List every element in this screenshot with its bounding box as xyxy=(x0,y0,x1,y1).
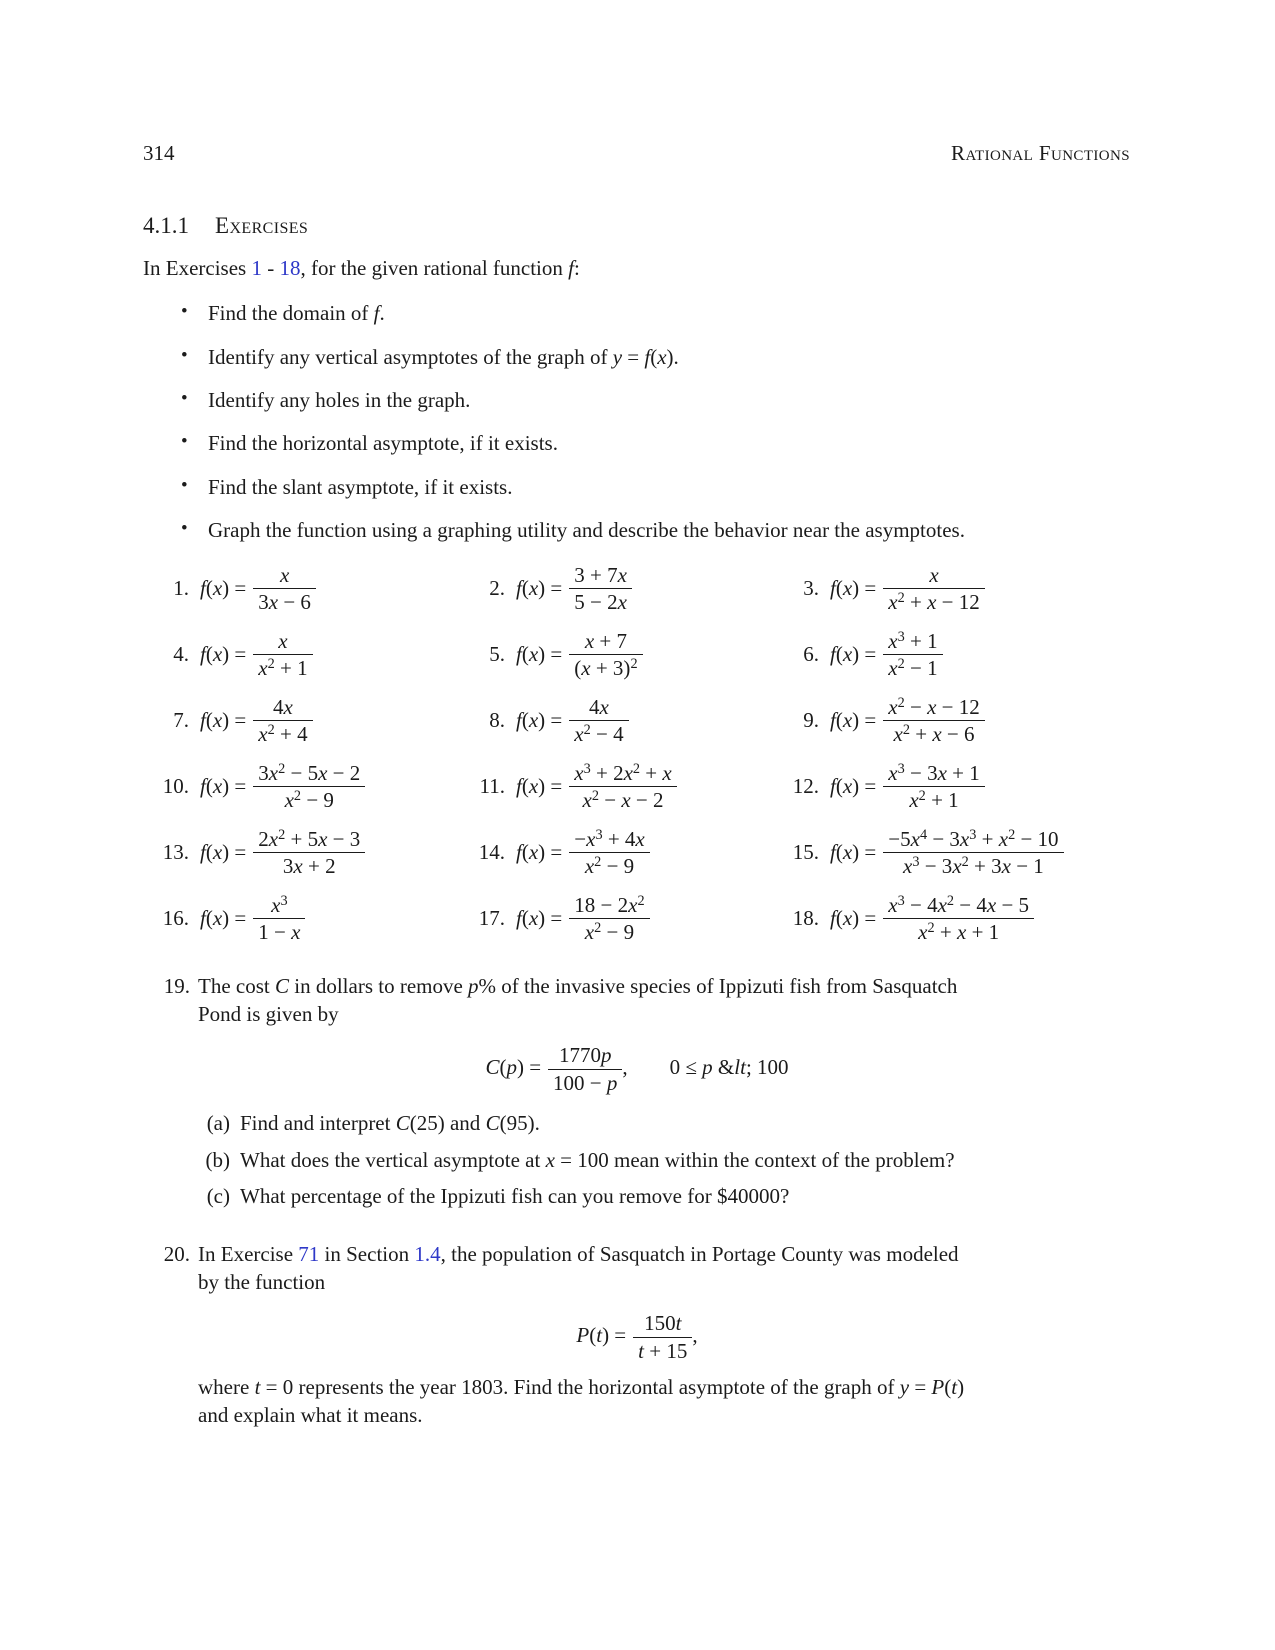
function-lhs: f(x) = xyxy=(830,642,877,667)
subpart-label: (a) xyxy=(206,1111,230,1136)
fraction xyxy=(253,628,312,683)
function-lhs: f(x) = xyxy=(200,906,247,931)
fraction xyxy=(883,892,1034,947)
inline-math: t = 0 xyxy=(254,1375,294,1400)
exercise-item-9 xyxy=(785,692,1130,749)
function-lhs: f(x) = xyxy=(516,576,563,601)
bullet-text: Graph the function using a graphing utility and describe the behavior near the asymptotes. xyxy=(208,517,965,542)
exercise-item-15 xyxy=(785,824,1130,881)
bullet-item xyxy=(143,300,1130,327)
function-lhs: f(x) = xyxy=(830,576,877,601)
exercise-item-8 xyxy=(471,692,785,749)
subpart-a xyxy=(198,1110,1130,1137)
subpart-label: (c) xyxy=(206,1183,230,1208)
fraction xyxy=(883,562,984,617)
fraction-denominator: t + 15 xyxy=(633,1337,692,1365)
fraction-denominator: 1 − x xyxy=(253,918,305,946)
cross-reference-link[interactable]: 1.4 xyxy=(414,1242,441,1267)
fraction-numerator: $x^3 + 1$ xyxy=(888,628,938,653)
fraction-numerator: x xyxy=(279,562,290,587)
inline-math: C xyxy=(274,974,289,999)
exercise-number: 15. xyxy=(792,840,819,865)
bullet-text: Identify any holes in the graph. xyxy=(208,388,471,413)
fraction xyxy=(569,562,632,617)
intro-paragraph: In Exercises 1 - 18, for the given rational function f: xyxy=(143,256,580,281)
exercise-number: 4. xyxy=(173,642,189,667)
subpart-text: Find and interpret C(25) and C(95). xyxy=(240,1111,540,1136)
function-lhs: f(x) = xyxy=(830,906,877,931)
exercise-item-14 xyxy=(471,824,785,881)
fraction xyxy=(883,826,1063,881)
cross-reference-link[interactable]: 18 xyxy=(279,256,301,281)
fraction-denominator: $x^2 - 9$ xyxy=(569,918,649,946)
exercise-item-18 xyxy=(785,890,1130,947)
exercise-item-13 xyxy=(155,824,471,881)
function-lhs: f(x) = xyxy=(200,708,247,733)
exercise-number: 2. xyxy=(489,576,505,601)
fraction-numerator: $x^2 - x - 12$ xyxy=(888,694,980,719)
fraction-numerator: $x^3 + 2x^2 + x$ xyxy=(574,760,672,785)
fraction xyxy=(569,694,628,749)
bullet-list xyxy=(143,300,1130,544)
function-lhs: f(x) = xyxy=(516,840,563,865)
equation-lhs: C(p) = xyxy=(485,1054,542,1079)
fraction-denominator: $x^2 - x - 2$ xyxy=(569,786,676,814)
function-lhs: f(x) = xyxy=(516,642,563,667)
bullet-text: Identify any vertical asymptotes of the graph of y = f(x). xyxy=(208,344,679,369)
fraction-denominator: $x^2 - 9$ xyxy=(253,786,365,814)
exercise-number: 1. xyxy=(173,576,189,601)
inline-math: y = P(t) xyxy=(899,1375,965,1400)
bullet-item xyxy=(143,474,1130,501)
bullet-icon: • xyxy=(181,388,188,410)
exercise-number: 3. xyxy=(803,576,819,601)
fraction-numerator: $2x^2 + 5x - 3$ xyxy=(258,826,361,851)
fraction-denominator: $x^2 + 4$ xyxy=(253,720,312,748)
exercise-item-12 xyxy=(785,758,1130,815)
exercise-number: 18. xyxy=(792,906,819,931)
function-lhs: f(x) = xyxy=(830,774,877,799)
display-equation-cost xyxy=(198,1042,1076,1097)
exercise-number: 8. xyxy=(489,708,505,733)
fraction-numerator: $x^3$ xyxy=(271,892,288,917)
fraction-numerator: $3x^2 - 5x - 2$ xyxy=(258,760,361,785)
fraction-denominator: $(x + 3)^2$ xyxy=(569,654,642,682)
inline-math: C(25) xyxy=(395,1111,445,1136)
problem-statement: In Exercise 71 in Section 1.4, the population of Sasquatch in Portage County was modeled by the function xyxy=(198,1242,959,1294)
page-header xyxy=(143,140,1130,167)
fraction-numerator: 3 + 7x xyxy=(574,562,627,587)
fraction-denominator: $x^2 - 1$ xyxy=(883,654,942,682)
fraction-numerator: 4x xyxy=(273,694,293,719)
bullet-item xyxy=(143,517,1130,544)
bullet-text: Find the domain of f. xyxy=(208,301,385,326)
fraction-denominator: $x^3 - 3x^2 + 3x - 1$ xyxy=(883,852,1063,880)
subpart-label: (b) xyxy=(205,1147,230,1172)
fraction xyxy=(253,826,365,881)
section-number: 4.1.1 xyxy=(143,213,189,239)
exercise-number: 16. xyxy=(162,906,189,931)
problem-number: 20. xyxy=(163,1242,190,1267)
section-title: Exercises xyxy=(215,213,309,239)
bullet-item xyxy=(143,387,1130,414)
fraction-denominator: $x^2 - 9$ xyxy=(569,852,649,880)
fraction-numerator: x xyxy=(929,562,939,587)
fraction-denominator: 100 − p xyxy=(548,1069,622,1097)
cross-reference-link[interactable]: 1 xyxy=(251,256,262,281)
fraction xyxy=(569,892,649,947)
exercise-item-17 xyxy=(471,890,785,947)
exercise-item-6 xyxy=(785,626,1130,683)
section-heading xyxy=(143,211,1130,241)
function-lhs: f(x) = xyxy=(516,906,563,931)
exercise-item-3 xyxy=(785,560,1130,617)
exercise-item-16 xyxy=(155,890,471,947)
fraction-numerator: 150t xyxy=(644,1310,682,1335)
inline-math: C(95) xyxy=(485,1111,535,1136)
subpart-text: What percentage of the Ippizuti fish can you remove for $40000? xyxy=(240,1183,790,1208)
page-number: 314 xyxy=(143,141,175,165)
exercise-item-10 xyxy=(155,758,471,815)
problem-body xyxy=(198,973,1130,1219)
fraction-denominator: $x^2 + 1$ xyxy=(883,786,984,814)
fraction-numerator: $-5x^4 - 3x^3 + x^2 - 10$ xyxy=(888,826,1059,851)
running-header-title: Rational Functions xyxy=(951,141,1130,165)
fraction-denominator: 5 − 2x xyxy=(569,588,632,616)
fraction xyxy=(883,694,984,749)
subparts-list xyxy=(198,1110,1130,1210)
problem-followup: where t = 0 represents the year 1803. Find the horizontal asymptote of the graph of y = P(t) and explain what it means. xyxy=(198,1375,965,1427)
bullet-icon: • xyxy=(181,431,188,453)
fraction xyxy=(253,760,365,815)
fraction-numerator: x xyxy=(278,628,288,653)
function-lhs: f(x) = xyxy=(516,774,563,799)
bullet-item xyxy=(143,344,1130,371)
exercise-item-7 xyxy=(155,692,471,749)
fraction-denominator: $x^2 - 4$ xyxy=(569,720,628,748)
fraction xyxy=(883,628,942,683)
fraction-numerator: $x^3 - 3x + 1$ xyxy=(888,760,980,785)
exercise-item-2 xyxy=(471,560,785,617)
fraction-numerator: 1770p xyxy=(558,1042,612,1067)
equation-fraction xyxy=(633,1310,692,1365)
exercise-number: 6. xyxy=(803,642,819,667)
function-lhs: f(x) = xyxy=(516,708,563,733)
exercise-item-1 xyxy=(155,560,471,617)
exercise-item-4 xyxy=(155,626,471,683)
fraction xyxy=(253,892,305,947)
inline-math: f xyxy=(373,301,380,326)
equation-comma: , xyxy=(692,1322,698,1347)
equation-lhs: P(t) = xyxy=(576,1322,627,1347)
fraction xyxy=(569,760,676,815)
exercise-item-5 xyxy=(471,626,785,683)
problem-20 xyxy=(143,1241,1130,1429)
bullet-text: Find the horizontal asymptote, if it exists. xyxy=(208,431,558,456)
problem-body xyxy=(198,1241,1130,1429)
fraction xyxy=(253,694,312,749)
exercise-number: 11. xyxy=(479,774,505,799)
bullet-icon: • xyxy=(181,344,188,366)
fraction-denominator: $x^2 + x + 1$ xyxy=(883,918,1034,946)
fraction-denominator: 3x + 2 xyxy=(253,852,365,880)
inline-math: p xyxy=(468,974,479,999)
page-content xyxy=(143,0,1130,1429)
bullet-text: Find the slant asymptote, if it exists. xyxy=(208,474,513,499)
function-lhs: f(x) = xyxy=(200,642,247,667)
exercise-number: 5. xyxy=(489,642,505,667)
cross-reference-link[interactable]: 71 xyxy=(298,1242,320,1267)
exercise-number: 17. xyxy=(478,906,505,931)
function-lhs: f(x) = xyxy=(200,774,247,799)
fraction xyxy=(883,760,984,815)
equation-constraint: 0 ≤ p &lt; 100 xyxy=(669,1054,789,1079)
function-lhs: f(x) = xyxy=(200,576,247,601)
fraction-numerator: $18 - 2x^2$ xyxy=(574,892,645,917)
bullet-icon: • xyxy=(181,517,188,539)
fraction-denominator: $x^2 + x - 12$ xyxy=(883,588,984,616)
exercise-number: 14. xyxy=(478,840,505,865)
fraction-denominator: 3x − 6 xyxy=(253,588,316,616)
equation-comma: , xyxy=(622,1054,628,1079)
problem-statement: The cost C in dollars to remove p% of the invasive species of Ippizuti fish from Sasquatch Pond is given by xyxy=(198,974,958,1026)
equation-fraction xyxy=(548,1042,622,1097)
exercise-number: 7. xyxy=(173,708,189,733)
fraction-numerator: 4x xyxy=(589,694,609,719)
exercise-number: 10. xyxy=(162,774,189,799)
problem-number: 19. xyxy=(163,974,190,999)
subpart-text: What does the vertical asymptote at x = 100 mean within the context of the problem? xyxy=(240,1147,955,1172)
fraction xyxy=(569,628,642,683)
bullet-item xyxy=(143,430,1130,457)
exercise-item-11 xyxy=(471,758,785,815)
exercise-number: 13. xyxy=(162,840,189,865)
function-lhs: f(x) = xyxy=(200,840,247,865)
fraction-denominator: $x^2 + 1$ xyxy=(253,654,312,682)
inline-math: x = 100 xyxy=(545,1147,609,1172)
function-lhs: f(x) = xyxy=(830,840,877,865)
exercise-number: 12. xyxy=(792,774,819,799)
subpart-b xyxy=(198,1147,1130,1174)
problem-19 xyxy=(143,973,1130,1219)
fraction-numerator: $-x^3 + 4x$ xyxy=(574,826,645,851)
bullet-icon: • xyxy=(181,474,188,496)
exercise-grid xyxy=(143,560,1130,947)
inline-math: y = f(x) xyxy=(612,344,674,369)
subpart-c xyxy=(198,1183,1130,1210)
fraction xyxy=(253,562,316,617)
exercise-number: 9. xyxy=(803,708,819,733)
fraction-denominator: $x^2 + x - 6$ xyxy=(883,720,984,748)
fraction xyxy=(569,826,649,881)
function-lhs: f(x) = xyxy=(830,708,877,733)
fraction-numerator: x + 7 xyxy=(584,628,627,653)
bullet-icon: • xyxy=(181,301,188,323)
display-equation-population xyxy=(198,1310,1076,1365)
inline-math: f xyxy=(568,256,574,281)
fraction-numerator: $x^3 - 4x^2 - 4x - 5$ xyxy=(888,892,1030,917)
